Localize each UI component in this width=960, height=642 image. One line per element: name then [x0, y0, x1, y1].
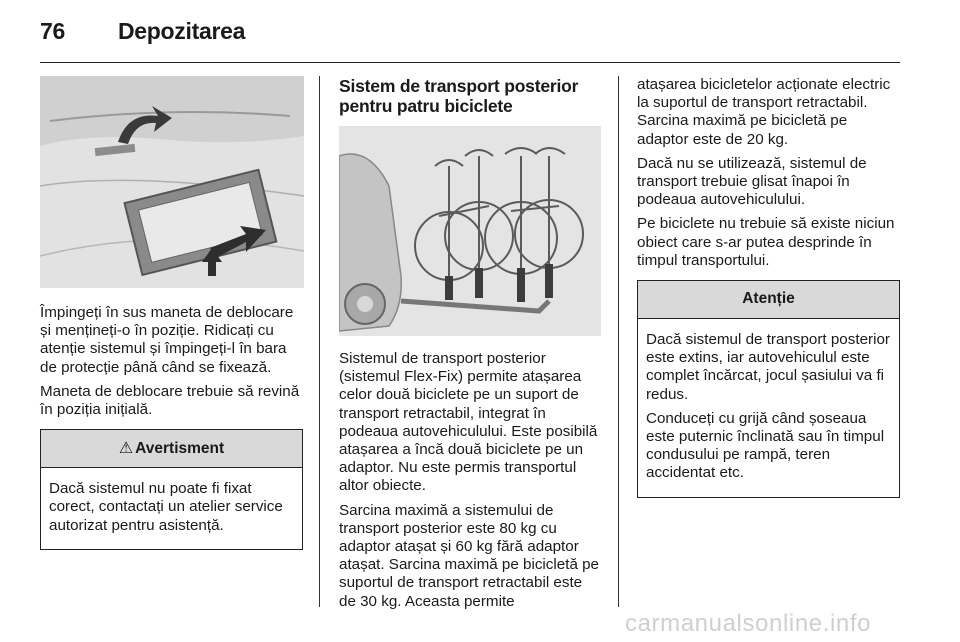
col3-paragraph-2: Dacă nu se utilizează, sistemul de transport trebuie glisat înapoi în podeaua autovehiculului.: [637, 154, 867, 209]
col2-paragraph-2: Sarcina maximă a sistemului de transport posterior este 80 kg cu adaptor atașat și 60 kg fără adaptor atașat. Sarcina maximă pe bicicletă pe suportul de transport retractabil este de 30 kg. Aceasta permite: [339, 501, 600, 610]
caution-box: [637, 280, 900, 498]
col2-paragraph-1: Sistemul de transport posterior (sistemul Flex-Fix) permite atașarea celor două biciclete pe un suport de transport retractabil, integrat în podeaua autovehiculului. Este posibilă atașarea a încă două biciclete pe un adaptor. Nu este permis transportul altor obiecte.: [339, 350, 598, 495]
trunk-release-lever-illustration: [40, 76, 304, 288]
warning-title: Avertisment: [135, 439, 225, 457]
column-2: [339, 76, 601, 617]
section-heading: Sistem de transport posterior pentru patru biciclete: [339, 76, 579, 116]
page-title: Depozitarea: [118, 18, 246, 44]
warning-header: [41, 430, 302, 468]
warning-triangle-icon: ⚠: [118, 439, 134, 457]
warning-body: [41, 468, 302, 549]
warning-box: [40, 429, 303, 550]
warning-paragraph-1: Dacă sistemul nu poate fi fixat corect, contactați un atelier service autorizat pentru asistență.: [49, 480, 283, 534]
bicycle-carrier-illustration: [339, 126, 601, 336]
caution-body: [638, 319, 899, 497]
col3-paragraph-3: Pe biciclete nu trebuie să existe niciun obiect care s-ar putea desprinde în timpul transportului.: [637, 215, 895, 269]
column-divider-right: [618, 76, 619, 607]
column-1: [40, 76, 304, 550]
col1-paragraph-2: Maneta de deblocare trebuie să revină în poziția inițială.: [40, 382, 300, 419]
col3-paragraph-1: atașarea bicicletelor acționate electric la suportul de transport retractabil. Sarcina maximă pe bicicletă pe adaptor este de 20 kg.: [637, 76, 891, 148]
column-3: [637, 76, 901, 498]
column-divider-left: [319, 76, 320, 607]
caution-paragraph-1: Dacă sistemul de transport posterior este extins, iar autovehiculul este complet încărcat, jocul șasiului va fi redus.: [646, 331, 890, 403]
caution-title: Atenție: [742, 290, 795, 308]
col1-paragraph-1: Împingeți în sus maneta de deblocare și mențineți-o în poziție. Ridicați cu atenție sistemul și împingeți-l în bara de protecție până când se fixează.: [40, 304, 294, 376]
watermark: carmanualsonline.info: [625, 610, 872, 637]
header-rule: [40, 62, 900, 63]
page-number: 76: [40, 18, 65, 44]
caution-header: [638, 281, 899, 319]
caution-paragraph-2: Conduceți cu grijă când șoseaua este puternic înclinată sau în timpul condusului pe rampă, teren accidentat etc.: [646, 409, 885, 482]
